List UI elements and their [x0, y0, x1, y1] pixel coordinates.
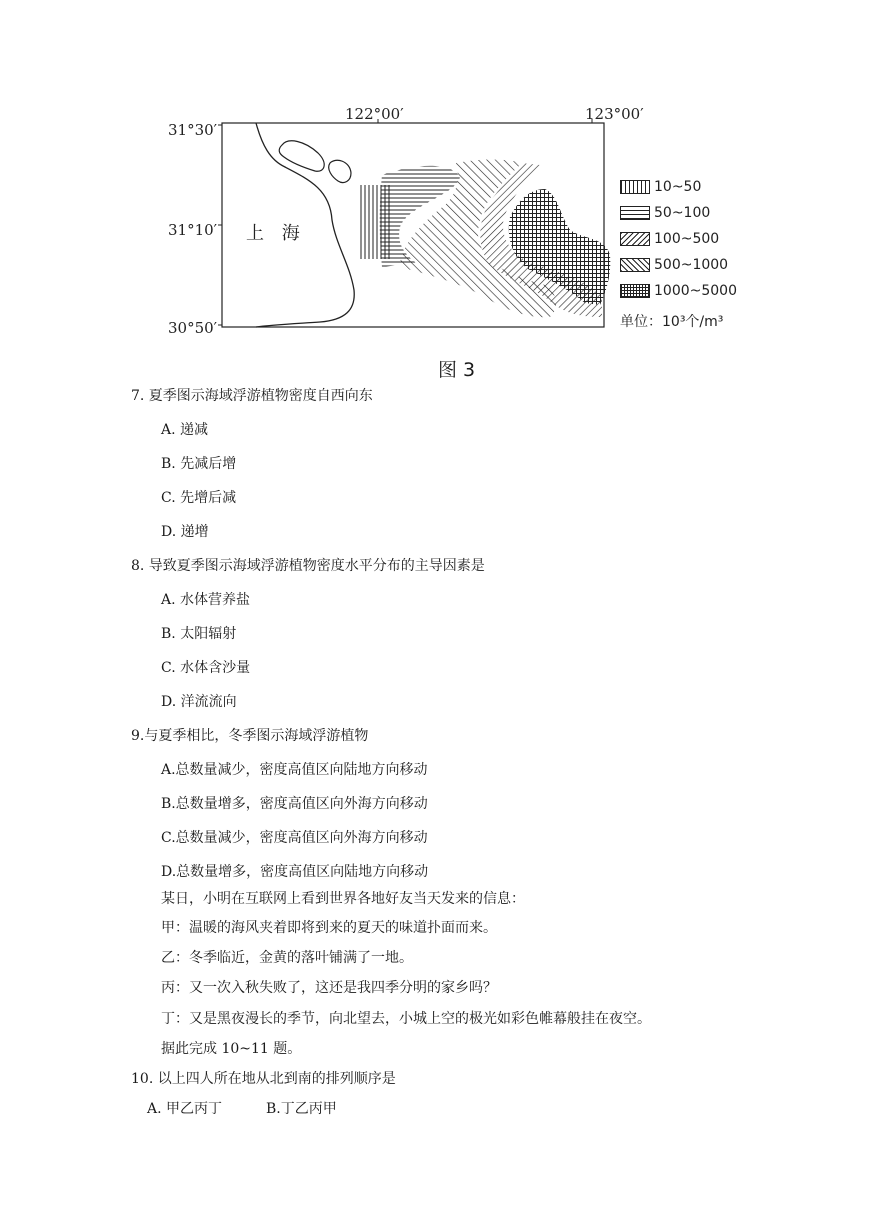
q7-option-c: C. 先增后减 — [161, 490, 237, 506]
q10-option-b: B.丁乙丙甲 — [266, 1101, 337, 1117]
passage-intro: 某日，小明在互联网上看到世界各地好友当天发来的信息： — [161, 891, 525, 907]
q8-option-b: B. 太阳辐射 — [161, 626, 237, 642]
legend-label: 500~1000 — [654, 257, 729, 273]
question-8-stem: 8. 导致夏季图示海域浮游植物密度水平分布的主导因素是 — [131, 558, 485, 574]
passage-bing: 丙：又一次入秋失败了，这还是我四季分明的家乡吗？ — [161, 980, 497, 996]
q7-option-a: A. 递减 — [161, 422, 209, 438]
legend-label: 50~100 — [654, 205, 711, 221]
lon-label-123: 123°00′ — [585, 105, 644, 123]
legend-swatch-vertical — [620, 180, 650, 194]
legend-swatch-horizontal — [620, 206, 650, 220]
q10-option-a: A. 甲乙丙丁 — [147, 1101, 223, 1117]
q8-option-d: D. 洋流流向 — [161, 694, 237, 710]
small-island — [329, 160, 351, 182]
q9-option-a: A.总数量减少，密度高值区向陆地方向移动 — [161, 762, 428, 778]
lon-label-122: 122°00′ — [345, 105, 404, 123]
legend-label: 10~50 — [654, 179, 702, 195]
lat-label-3130: 31°30′ — [168, 121, 218, 139]
passage-ding: 丁：又是黑夜漫长的季节，向北望去，小城上空的极光如彩色帷幕般挂在夜空。 — [161, 1011, 651, 1027]
legend-swatch-diagonal-left — [620, 258, 650, 272]
q9-option-d: D.总数量增多，密度高值区向陆地方向移动 — [161, 864, 429, 880]
figure-3: 122°00′ 123°00′ 31°30′ 31°10′ 30°50′ 上 海 10~50 50~100 100~500 500~1000 1000~5000 单位：10³个/m³ 图 3 — [160, 105, 760, 385]
q9-option-b: B.总数量增多，密度高值区向外海方向移动 — [161, 796, 428, 812]
lat-label-3110: 31°10′ — [168, 221, 218, 239]
question-9-stem: 9.与夏季相比，冬季图示海域浮游植物 — [131, 728, 369, 744]
q7-option-b: B. 先减后增 — [161, 456, 237, 472]
q9-option-c: C.总数量减少，密度高值区向外海方向移动 — [161, 830, 428, 846]
chongming-island — [279, 141, 324, 171]
legend-swatch-diagonal-right — [620, 232, 650, 246]
legend-label: 1000~5000 — [654, 283, 737, 299]
question-10-stem: 10. 以上四人所在地从北到南的排列顺序是 — [131, 1071, 396, 1087]
legend-label: 100~500 — [654, 231, 720, 247]
q7-option-d: D. 递增 — [161, 524, 209, 540]
place-label-shanghai: 上 海 — [246, 223, 306, 244]
legend-swatch-grid — [620, 284, 650, 298]
unit-label: 单位：10³个/m³ — [620, 314, 724, 330]
question-7-stem: 7. 夏季图示海域浮游植物密度自西向东 — [131, 388, 373, 404]
passage-jia: 甲：温暖的海风夹着即将到来的夏天的味道扑面而来。 — [161, 920, 497, 936]
q8-option-c: C. 水体含沙量 — [161, 660, 251, 676]
passage-instruction: 据此完成 10~11 题。 — [161, 1041, 302, 1057]
passage-yi: 乙：冬季临近，金黄的落叶铺满了一地。 — [161, 950, 413, 966]
lat-label-3050: 30°50′ — [168, 319, 218, 337]
q8-option-a: A. 水体营养盐 — [161, 592, 251, 608]
